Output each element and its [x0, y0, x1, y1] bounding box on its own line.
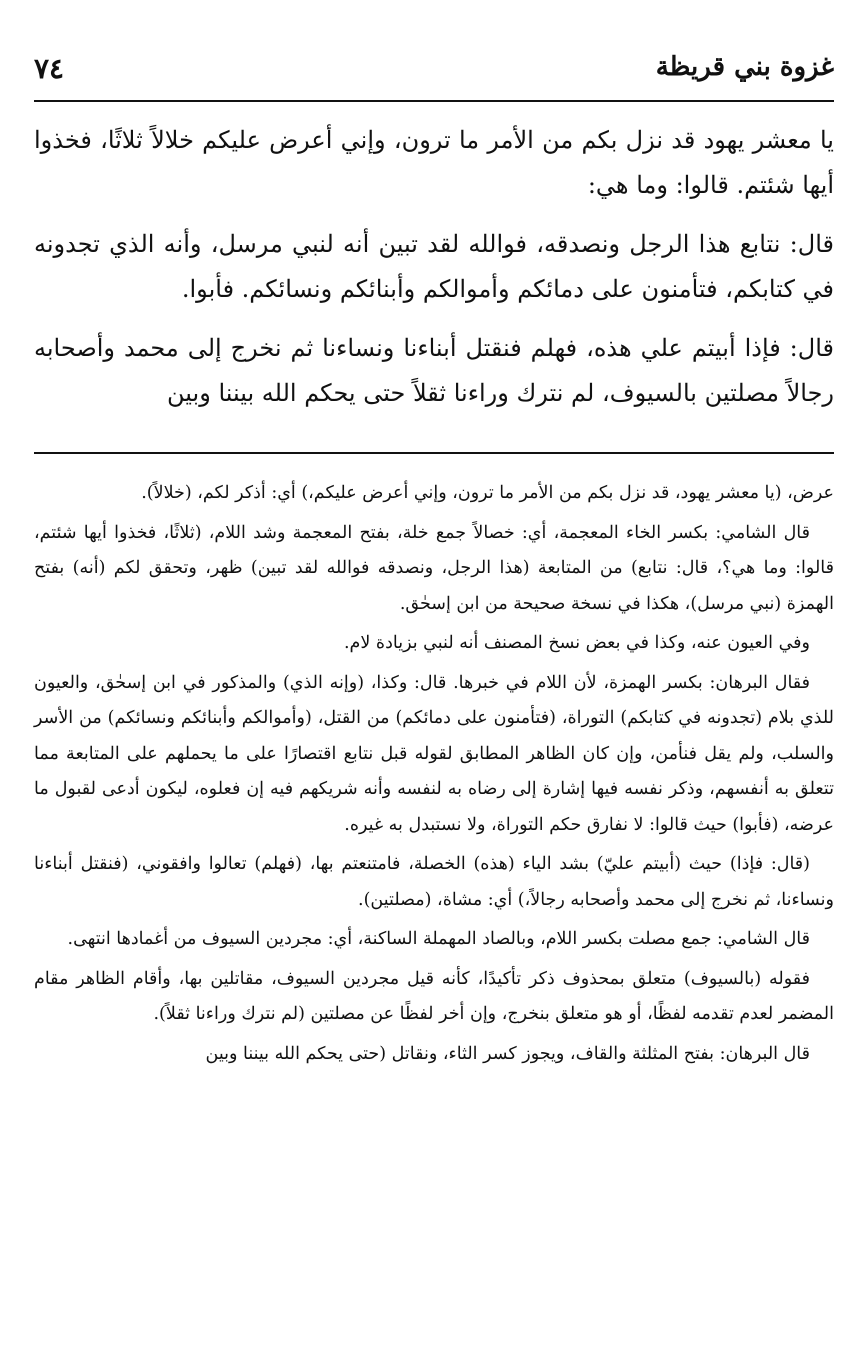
footnote-separator	[34, 452, 834, 454]
main-paragraph: يا معشر يهود قد نزل بكم من الأمر ما ترون، وإني أعرض عليكم خلالاً ثلاثًا، فخذوا أيها شئتم. قالوا: وما هي:	[34, 126, 834, 199]
commentary-paragraph: فقوله (بالسيوف) متعلق بمحذوف ذكر تأكيدًا، كأنه قيل مجردين السيوف، مقاتلين بها، وأقام الظاهر مقام المضمر لعدم تقدمه لفظًا، أو هو متعلق بنخرج، وإن أخر لفظًا عن مصلتين (لم نترك وراءنا ثقلاً).	[34, 968, 834, 1024]
page-header	[34, 46, 834, 96]
commentary	[34, 476, 834, 1076]
main-paragraph: قال: فإذا أبيتم علي هذه، فهلم فنقتل أبناءنا ونساءنا ثم نخرج إلى محمد وأصحابه رجالاً مصلتين بالسيوف، لم نترك وراءنا ثقلاً حتى يحكم الله بيننا وبين	[34, 334, 834, 407]
commentary-paragraph: عرض، (يا معشر يهود، قد نزل بكم من الأمر ما ترون، وإني أعرض عليكم،) أي: أذكر لكم، (خلالاً).	[141, 483, 834, 503]
commentary-paragraph: وفي العيون عنه، وكذا في بعض نسخ المصنف أنه لنبي بزيادة لام.	[343, 633, 810, 653]
running-title: غزوة بني قريظة	[655, 52, 834, 82]
commentary-paragraph: قال الشامي: بكسر الخاء المعجمة، أي: خصالاً جمع خلة، بفتح المعجمة وشد اللام، (ثلاثًا، فخذوا أيها شئتم، قالوا: وما هي؟، قال: نتابع) من المتابعة (هذا الرجل، ونصدقه فوالله لقد تبين) ظهر، وتحقق لكم (أنه) بفتح الهمزة (نبي مرسل)، هكذا في نسخة صحيحة من ابن إسحٰق.	[34, 522, 834, 614]
commentary-paragraph: (قال: فإذا) حيث (أبيتم عليّ) بشد الياء (هذه) الخصلة، فامتنعتم بها، (فهلم) تعالوا وافقوني، (فنقتل أبناءنا ونساءنا، ثم نخرج إلى محمد وأصحابه رجالاً،) أي: مشاة، (مصلتين).	[34, 854, 834, 910]
commentary-paragraph: قال الشامي: جمع مصلت بكسر اللام، وبالصاد المهملة الساكنة، أي: مجردين السيوف من أغمادها انتهى.	[67, 929, 810, 949]
commentary-paragraph: فقال البرهان: بكسر الهمزة، لأن اللام في خبرها. قال: وكذا، (وإنه الذي) والمذكور في ابن إسحٰق، والعيون للذي بلام (تجدونه في كتابكم) التوراة، (فتأمنون على دمائكم) من القتل، (وأموالكم وأبنائكم ونسائكم) من الأسر والسلب، ولم يقل فنأمن، وإن كان الظاهر المطابق لقوله قبل نتابع اقتصارًا على ما يحملهم على المتابعة مما تتعلق به أنفسهم، وذكر نفسه فيها إشارة إلى رضاه به لنفسه وأنه شريكهم فيه إن فعلوه، ليكون أدعى لقبول ما عرضه، (فأبوا) حيث قالوا: لا نفارق حكم التوراة، ولا نستبدل به غيره.	[34, 672, 834, 835]
header-rule	[34, 100, 834, 102]
main-paragraph: قال: نتابع هذا الرجل ونصدقه، فوالله لقد تبين أنه لنبي مرسل، وأنه الذي تجدونه في كتابكم، فتأمنون على دمائكم وأموالكم وأبنائكم ونسائكم. فأبوا.	[34, 230, 834, 303]
main-text	[34, 118, 834, 430]
commentary-paragraph: قال البرهان: بفتح المثلثة والقاف، ويجوز كسر الثاء، ونقاتل (حتى يحكم الله بيننا وبين	[205, 1043, 810, 1064]
page-number: ٧٤	[34, 52, 65, 85]
